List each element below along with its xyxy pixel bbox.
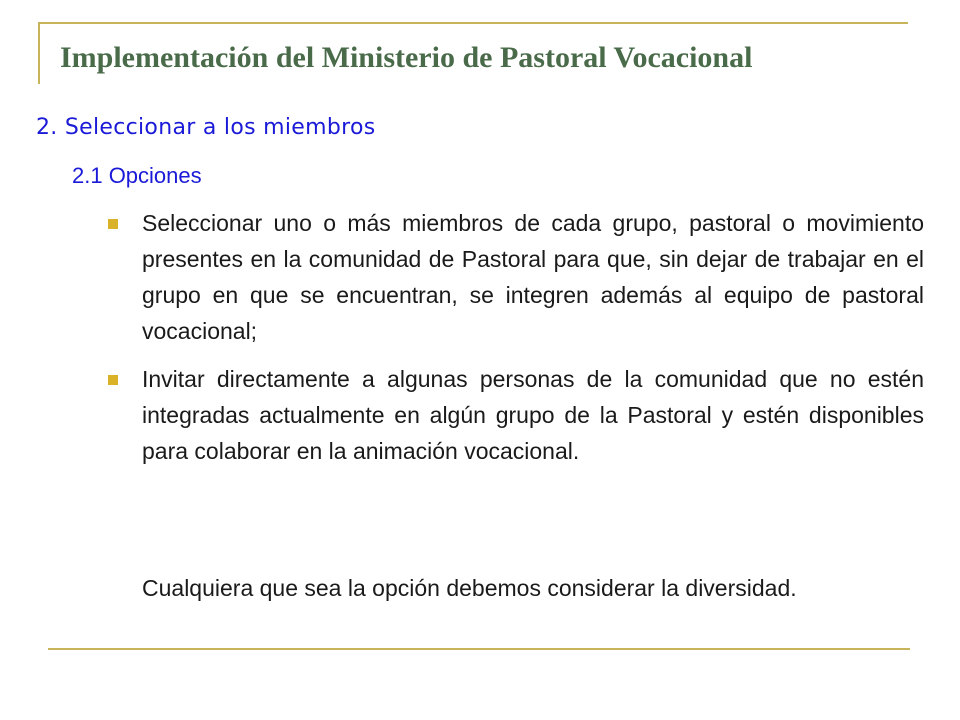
section-heading: 2. Seleccionar a los miembros xyxy=(36,115,376,140)
square-bullet-icon xyxy=(108,219,118,229)
sub-heading: 2.1 Opciones xyxy=(72,163,202,188)
slide-title: Implementación del Ministerio de Pastoral Vocacional xyxy=(60,41,753,74)
top-rule xyxy=(38,22,908,24)
bullet-text: Invitar directamente a algunas personas de la comunidad que no estén integradas actualmente en algún grupo de la Pastoral y estén disponibles para colaborar en la animación vocacional. xyxy=(142,366,924,464)
square-bullet-icon xyxy=(108,375,118,385)
conclusion-text: Cualquiera que sea la opción debemos considerar la diversidad. xyxy=(142,575,797,601)
bullet-text: Seleccionar uno o más miembros de cada grupo, pastoral o movimiento presentes en la comunidad de Pastoral para que, sin dejar de trabajar en el grupo en que se encuentran, se integren además al equipo de pastoral vocacional; xyxy=(142,210,924,344)
bullet-item xyxy=(106,205,924,349)
bottom-rule xyxy=(48,648,910,650)
left-rule xyxy=(38,22,40,84)
bullet-list xyxy=(106,205,924,481)
bullet-item xyxy=(106,361,924,469)
